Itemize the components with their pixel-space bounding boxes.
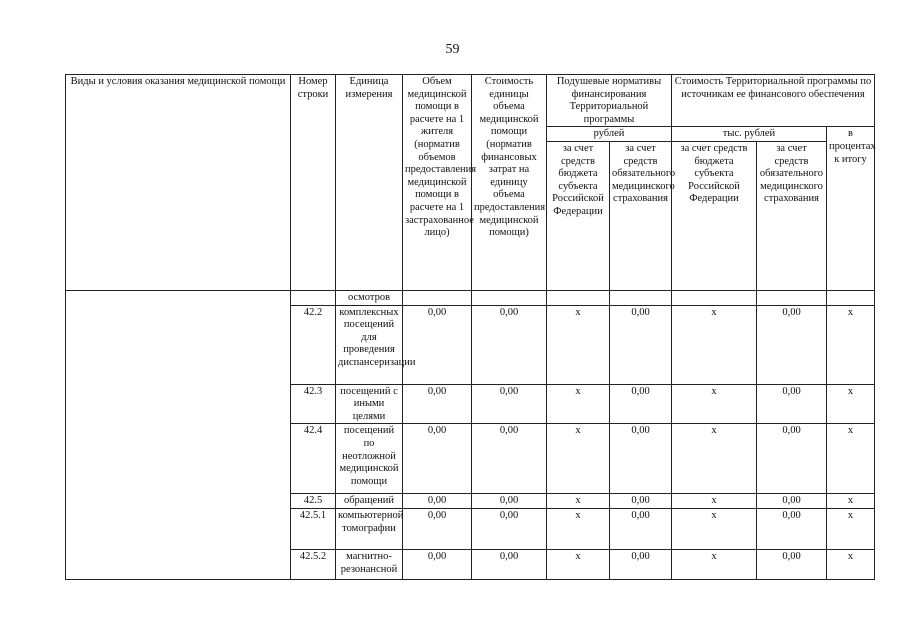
- row-total-budget: x: [672, 384, 757, 424]
- row-total-budget: x: [672, 305, 757, 384]
- row-total-oms: 0,00: [757, 305, 827, 384]
- header-pc-budget: за счет средств бюджета субъекта Российской Федерации: [547, 141, 610, 290]
- row-percent: x: [827, 305, 875, 384]
- row-unit: компьютерной томографии: [336, 508, 403, 549]
- row-volume: 0,00: [403, 494, 472, 509]
- row-total-oms: 0,00: [757, 549, 827, 579]
- row-number: 42.5.2: [291, 549, 336, 579]
- header-total-budget: за счет средств бюджета субъекта Российской Федерации: [672, 141, 757, 290]
- page-number: 59: [445, 42, 460, 57]
- row-pc-oms: 0,00: [610, 305, 672, 384]
- row-percent: x: [827, 384, 875, 424]
- row-pc-budget: x: [547, 305, 610, 384]
- header-volume: Объем медицинской помощи в расчете на 1 жителя (норматив объемов предоставления медицинской помощи в расчете на 1 застрахованное лицо): [403, 75, 472, 291]
- header-total-oms: за счет средств обязательного медицинского страхования: [757, 141, 827, 290]
- continuation-unit: осмотров: [336, 290, 403, 305]
- row-cost: 0,00: [472, 494, 547, 509]
- row-pc-oms: 0,00: [610, 508, 672, 549]
- row-total-budget: x: [672, 549, 757, 579]
- header-kinds: Виды и условия оказания медицинской помощи: [66, 75, 291, 291]
- row-unit: посещений по неотложной медицинской помощи: [336, 424, 403, 494]
- row-percent: x: [827, 494, 875, 509]
- row-volume: 0,00: [403, 424, 472, 494]
- row-pc-oms: 0,00: [610, 494, 672, 509]
- row-total-oms: 0,00: [757, 494, 827, 509]
- row-percent: x: [827, 424, 875, 494]
- row-pc-oms: 0,00: [610, 549, 672, 579]
- row-unit: посещений с иными целями: [336, 384, 403, 424]
- row-cost: 0,00: [472, 508, 547, 549]
- header-rubles: рублей: [547, 127, 672, 142]
- row-unit: обращений: [336, 494, 403, 509]
- row-unit: магнитно-резонансной: [336, 549, 403, 579]
- continuation-row: [66, 290, 875, 305]
- row-pc-oms: 0,00: [610, 424, 672, 494]
- row-cost: 0,00: [472, 305, 547, 384]
- row-pc-budget: x: [547, 549, 610, 579]
- header-unit-cost: Стоимость единицы объема медицинской помощи (норматив финансовых затрат на единицу объема предоставления медицинской помощи): [472, 75, 547, 291]
- row-volume: 0,00: [403, 549, 472, 579]
- row-total-oms: 0,00: [757, 424, 827, 494]
- row-number: 42.3: [291, 384, 336, 424]
- row-number: 42.4: [291, 424, 336, 494]
- row-volume: 0,00: [403, 508, 472, 549]
- row-total-budget: x: [672, 424, 757, 494]
- row-unit: комплексных посещений для проведения диспансеризации: [336, 305, 403, 384]
- row-cost: 0,00: [472, 424, 547, 494]
- row-number: 42.2: [291, 305, 336, 384]
- header-unit: Единица измерения: [336, 75, 403, 291]
- financing-table: [65, 74, 875, 580]
- row-number: 42.5.1: [291, 508, 336, 549]
- row-cost: 0,00: [472, 549, 547, 579]
- row-total-budget: x: [672, 494, 757, 509]
- row-total-budget: x: [672, 508, 757, 549]
- kinds-cell: [66, 290, 291, 579]
- row-pc-budget: x: [547, 494, 610, 509]
- header-program-cost: Стоимость Территориальной программы по источникам ее финансового обеспечения: [672, 75, 875, 127]
- row-total-oms: 0,00: [757, 384, 827, 424]
- row-pc-oms: 0,00: [610, 384, 672, 424]
- row-pc-budget: x: [547, 424, 610, 494]
- header-row-number: Номер строки: [291, 75, 336, 291]
- row-volume: 0,00: [403, 384, 472, 424]
- header-pc-oms: за счет средств обязательного медицинского страхования: [610, 141, 672, 290]
- row-volume: 0,00: [403, 305, 472, 384]
- row-total-oms: 0,00: [757, 508, 827, 549]
- row-percent: x: [827, 508, 875, 549]
- row-percent: x: [827, 549, 875, 579]
- row-number: 42.5: [291, 494, 336, 509]
- row-cost: 0,00: [472, 384, 547, 424]
- header-percent: в процентах к итогу: [827, 127, 875, 291]
- header-per-capita: Подушевые нормативы финансирования Территориальной программы: [547, 75, 672, 127]
- row-pc-budget: x: [547, 508, 610, 549]
- row-pc-budget: x: [547, 384, 610, 424]
- header-thousand-rubles: тыс. рублей: [672, 127, 827, 142]
